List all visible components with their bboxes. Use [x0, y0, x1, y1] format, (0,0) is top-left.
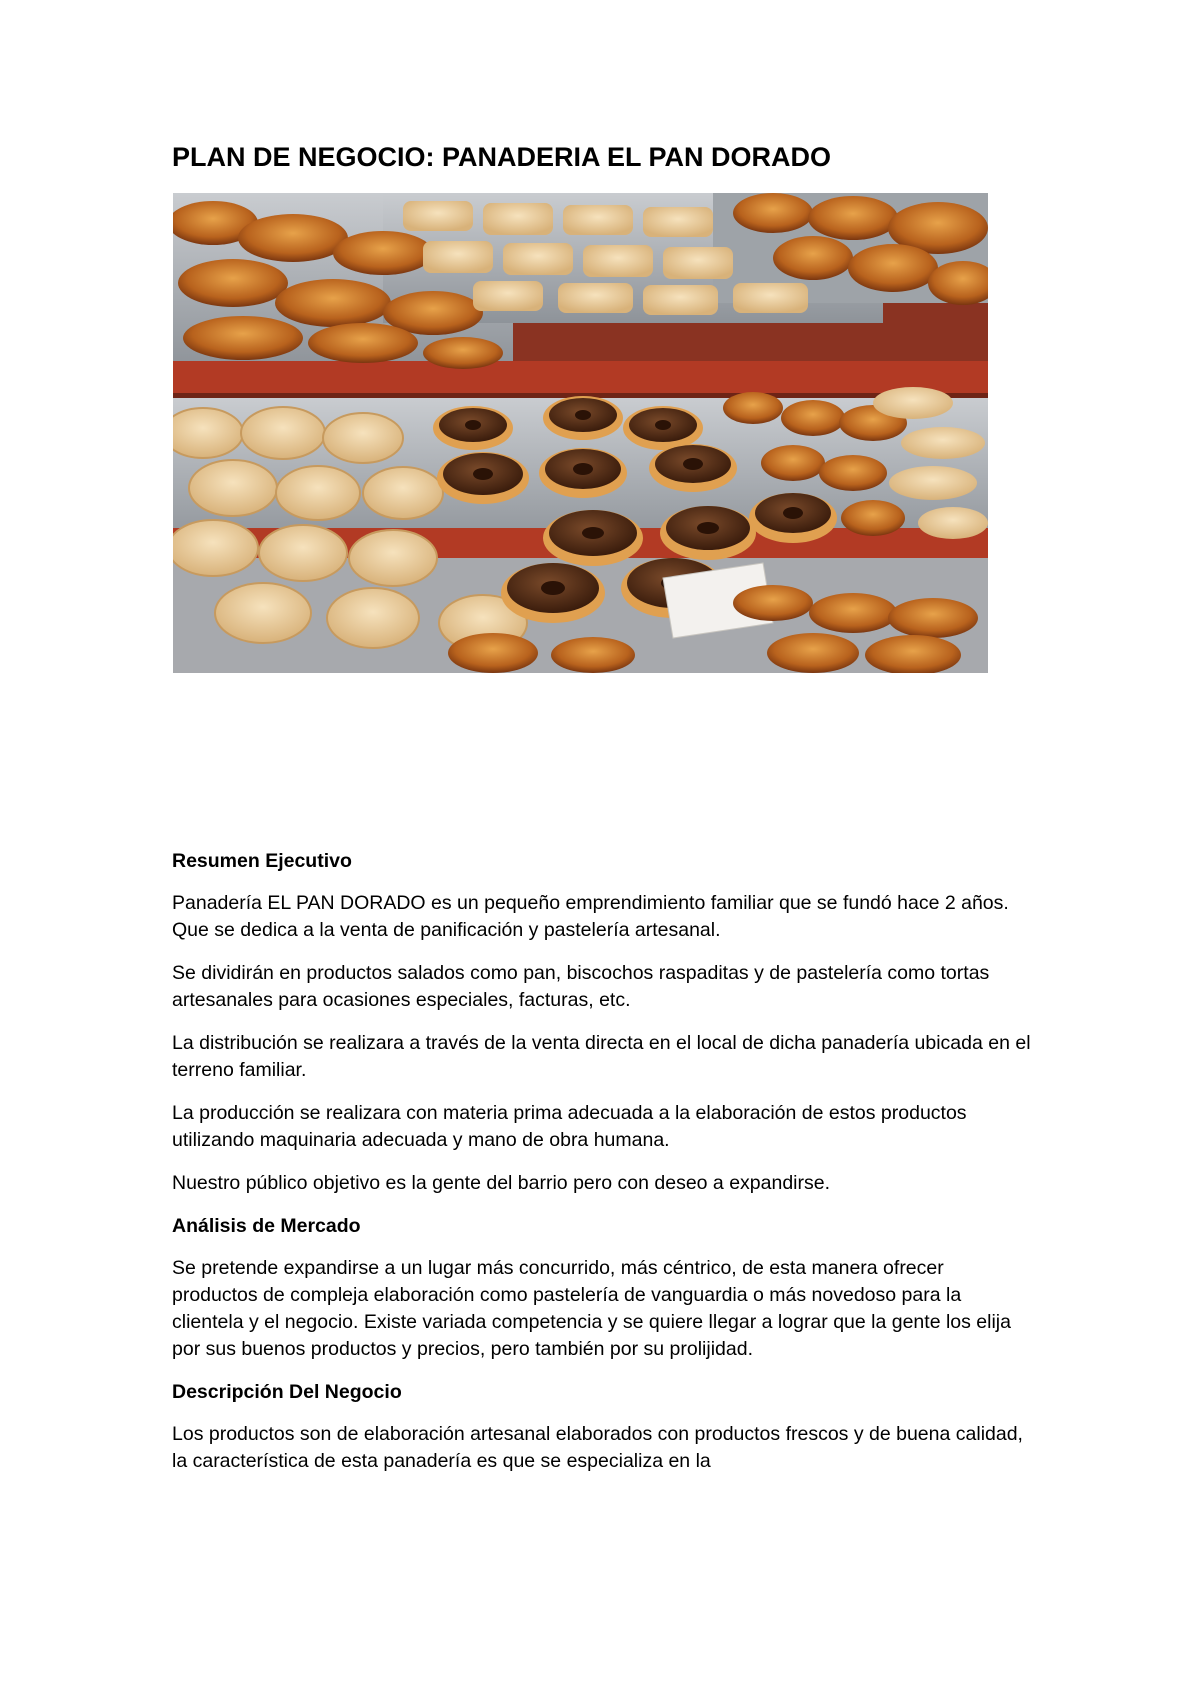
- paragraph: Panadería EL PAN DORADO es un pequeño emprendimiento familiar que se fundó hace 2 años. Que se dedica a la venta de panificación y pastelería artesanal.: [172, 892, 1009, 941]
- paragraph: Se dividirán en productos salados como pan, biscochos raspaditas y de pastelería como tortas artesanales para ocasiones especiales, facturas, etc.: [172, 962, 990, 1011]
- paragraph: Los productos son de elaboración artesanal elaborados con productos frescos y de buena calidad, la característica de esta panadería es que se especializa en la: [172, 1423, 1023, 1472]
- bakery-display-photo: [173, 193, 988, 673]
- section-heading-resumen: Resumen Ejecutivo: [172, 850, 352, 872]
- paragraph: La producción se realizara con materia prima adecuada a la elaboración de estos productos utilizando maquinaria adecuada y mano de obra humana.: [172, 1102, 967, 1151]
- section-heading-descripcion: Descripción Del Negocio: [172, 1381, 402, 1403]
- paragraph: La distribución se realizara a través de la venta directa en el local de dicha panadería ubicada en el terreno familiar.: [172, 1032, 1031, 1081]
- section-heading-analisis: Análisis de Mercado: [172, 1215, 361, 1237]
- bakery-photo-illustration: [173, 193, 988, 673]
- document-body: [172, 848, 1032, 1491]
- paragraph: Nuestro público objetivo es la gente del barrio pero con deseo a expandirse.: [172, 1172, 831, 1194]
- paragraph: Se pretende expandirse a un lugar más concurrido, más céntrico, de esta manera ofrecer productos de compleja elaboración como pastelería de vanguardia o más novedoso para la clientela y el negocio. Existe variada competencia y se quiere llegar a lograr que la gente los elija por sus buenos productos y precios, pero también por su prolijidad.: [172, 1257, 1011, 1360]
- document-title: PLAN DE NEGOCIO: PANADERIA EL PAN DORADO: [172, 142, 832, 172]
